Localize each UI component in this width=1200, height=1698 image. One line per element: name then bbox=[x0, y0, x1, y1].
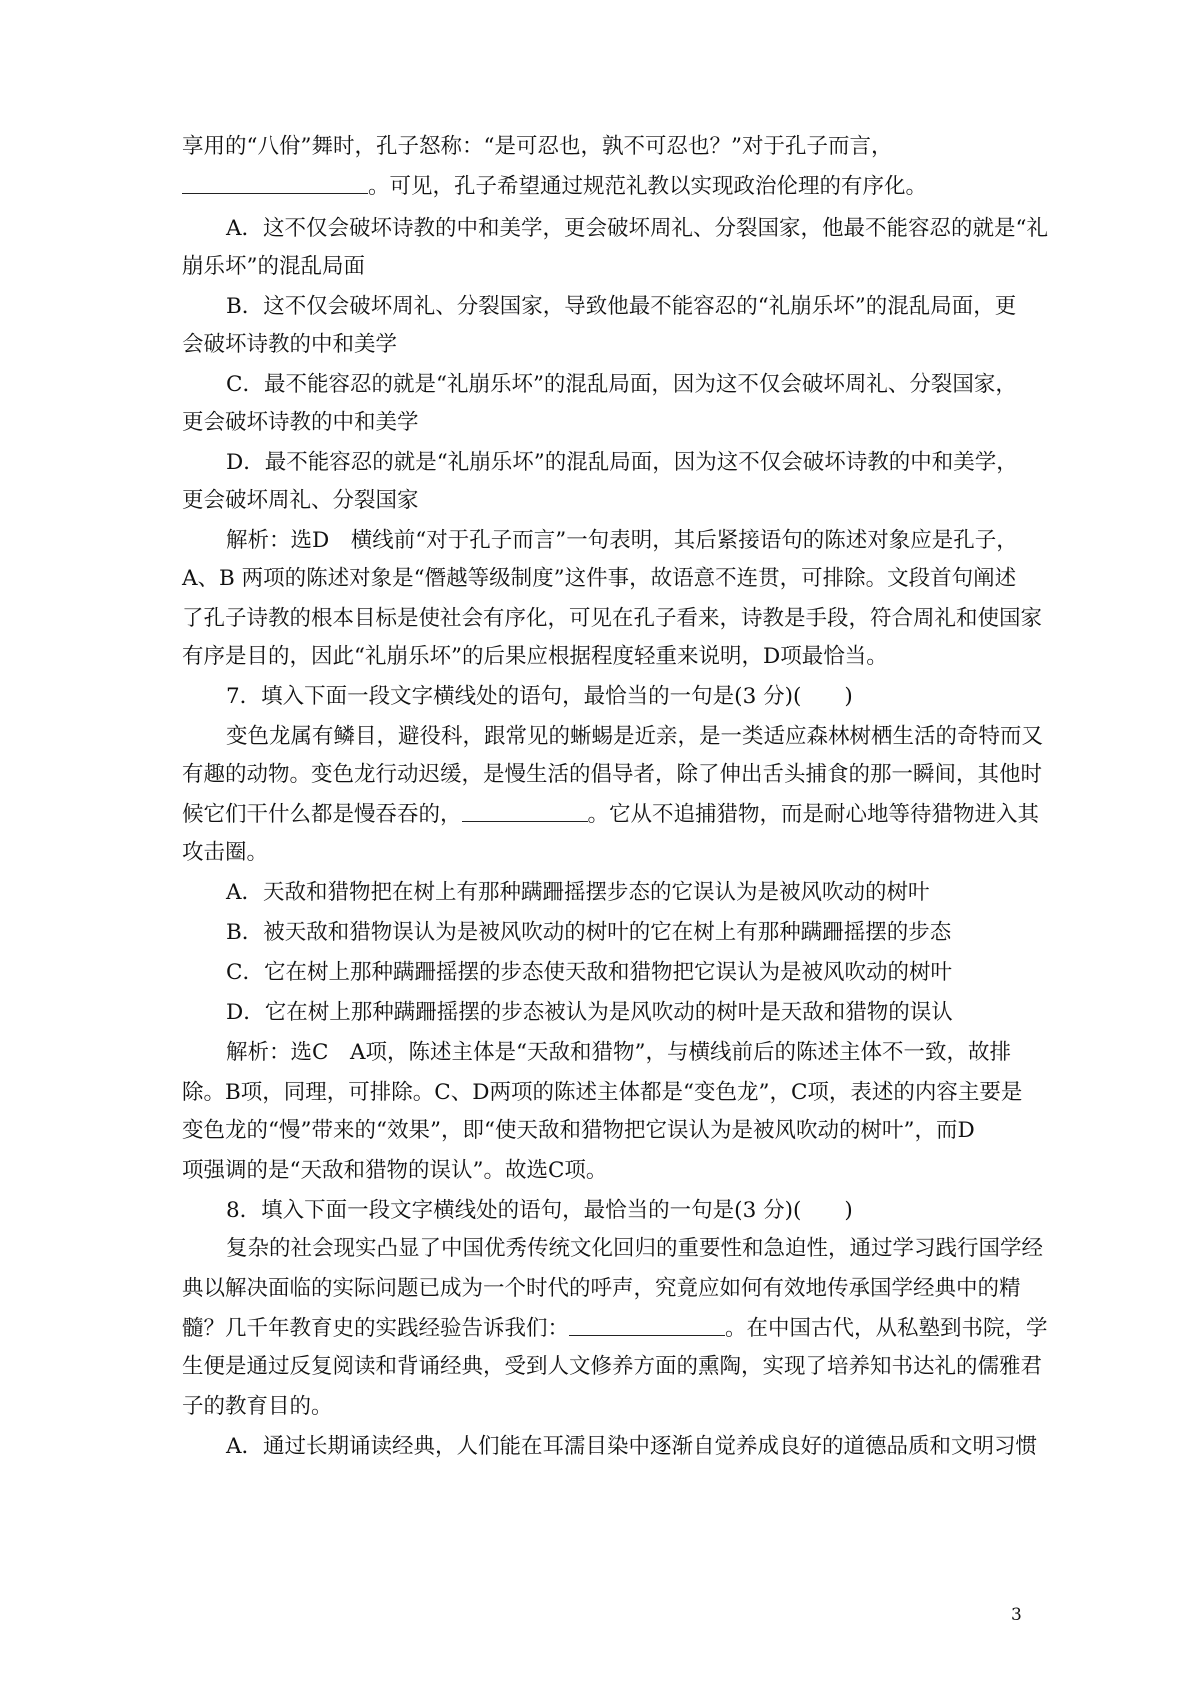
q7-passage-line3-before: 候它们干什么都是慢吞吞的， bbox=[182, 802, 462, 827]
q7-option-a: A．天敌和猎物把在树上有那种蹒跚摇摆步态的它误认为是被风吹动的树叶 bbox=[226, 880, 930, 905]
answer-blank[interactable] bbox=[182, 173, 368, 194]
q6-option-a-line2: 崩乐坏”的混乱局面 bbox=[182, 254, 365, 279]
q7-answer-blank[interactable] bbox=[462, 801, 588, 822]
q6-analysis-line2: A、B 两项的陈述对象是“僭越等级制度”这件事，故语意不连贯，可排除。文段首句阐述 bbox=[182, 566, 1017, 591]
q7-passage-line2: 有趣的动物。变色龙行动迟缓，是慢生活的倡导者，除了伸出舌头捕食的那一瞬间，其他时 bbox=[182, 762, 1043, 787]
intro-line-2-text: 。可见，孔子希望通过规范礼教以实现政治伦理的有序化。 bbox=[368, 174, 928, 199]
q7-passage-line3 bbox=[182, 800, 1200, 830]
q6-option-b-line1: B．这不仅会破坏周礼、分裂国家，导致他最不能容忍的“礼崩乐坏”的混乱局面，更 bbox=[226, 294, 1017, 319]
q6-option-b-line2: 会破坏诗教的中和美学 bbox=[182, 332, 398, 357]
q8-passage-line3-before: 髓？几千年教育史的实践经验告诉我们： bbox=[182, 1316, 570, 1341]
q8-passage-line3 bbox=[182, 1314, 1200, 1344]
q7-option-d: D．它在树上那种蹒跚摇摆的步态被认为是风吹动的树叶是天敌和猎物的误认 bbox=[226, 1000, 953, 1025]
q6-option-d-line2: 更会破坏周礼、分裂国家 bbox=[182, 488, 419, 513]
q8-option-a: A．通过长期诵读经典，人们能在耳濡目染中逐渐自觉养成良好的道德品质和文明习惯 bbox=[226, 1434, 1038, 1459]
q7-passage-line4: 攻击圈。 bbox=[182, 840, 269, 865]
q7-passage-line3-after: 。它从不追捕猎物，而是耐心地等待猎物进入其 bbox=[587, 802, 1040, 827]
q7-analysis-line3: 变色龙的“慢”带来的“效果”，即“使天敌和猎物把它误认为是被风吹动的树叶”，而D bbox=[182, 1118, 975, 1143]
q8-passage-line5: 子的教育目的。 bbox=[182, 1394, 333, 1419]
q7-option-b: B．被天敌和猎物误认为是被风吹动的树叶的它在树上有那种蹒跚摇摆的步态 bbox=[226, 920, 952, 945]
q7-analysis-line2: 除。B项，同理，可排除。C、D两项的陈述主体都是“变色龙”，C项，表述的内容主要是 bbox=[182, 1080, 1023, 1105]
q8-passage-line4: 生便是通过反复阅读和背诵经典，受到人文修养方面的熏陶，实现了培养知书达礼的儒雅君 bbox=[182, 1354, 1043, 1379]
q7-option-c: C．它在树上那种蹒跚摇摆的步态使天敌和猎物把它误认为是被风吹动的树叶 bbox=[226, 960, 952, 985]
q6-analysis-line3: 了孔子诗教的根本目标是使社会有序化，可见在孔子看来，诗教是手段，符合周礼和使国家 bbox=[182, 606, 1043, 631]
q6-option-c-line1: C．最不能容忍的就是“礼崩乐坏”的混乱局面，因为这不仅会破坏周礼、分裂国家， bbox=[226, 372, 1017, 397]
q8-answer-blank[interactable] bbox=[569, 1315, 725, 1336]
q6-option-a-line1: A．这不仅会破坏诗教的中和美学，更会破坏周礼、分裂国家，他最不能容忍的就是“礼 bbox=[226, 216, 1049, 241]
page-number: 3 bbox=[1011, 1605, 1022, 1625]
q7-stem: 7．填入下面一段文字横线处的语句，最恰当的一句是(3 分)( ) bbox=[226, 684, 853, 709]
q6-option-c-line2: 更会破坏诗教的中和美学 bbox=[182, 410, 419, 435]
q7-analysis-line4: 项强调的是“天敌和猎物的误认”。故选C项。 bbox=[182, 1158, 608, 1183]
q7-analysis-line1: 解析：选C A项，陈述主体是“天敌和猎物”，与横线前后的陈述主体不一致，故排 bbox=[226, 1040, 1011, 1065]
intro-line-1: 享用的“八佾”舞时，孔子怒称：“是可忍也，孰不可忍也？”对于孔子而言， bbox=[182, 134, 893, 159]
q8-passage-line3-after: 。在中国古代，从私塾到书院，学 bbox=[725, 1316, 1048, 1341]
q8-passage-line1: 复杂的社会现实凸显了中国优秀传统文化回归的重要性和急迫性，通过学习践行国学经 bbox=[226, 1236, 1044, 1261]
q6-option-d-line1: D．最不能容忍的就是“礼崩乐坏”的混乱局面，因为这不仅会破坏诗教的中和美学， bbox=[226, 450, 1018, 475]
intro-line-2 bbox=[182, 172, 1200, 202]
q6-analysis-line1: 解析：选D 横线前“对于孔子而言”一句表明，其后紧接语句的陈述对象应是孔子， bbox=[226, 528, 1018, 553]
q8-passage-line2: 典以解决面临的实际问题已成为一个时代的呼声，究竟应如何有效地传承国学经典中的精 bbox=[182, 1276, 1021, 1301]
q6-analysis-line4: 有序是目的，因此“礼崩乐坏”的后果应根据程度轻重来说明，D项最恰当。 bbox=[182, 644, 888, 669]
q7-passage-line1: 变色龙属有鳞目，避役科，跟常见的蜥蜴是近亲，是一类适应森林树栖生活的奇特而又 bbox=[226, 724, 1044, 749]
q8-stem: 8．填入下面一段文字横线处的语句，最恰当的一句是(3 分)( ) bbox=[226, 1198, 853, 1223]
